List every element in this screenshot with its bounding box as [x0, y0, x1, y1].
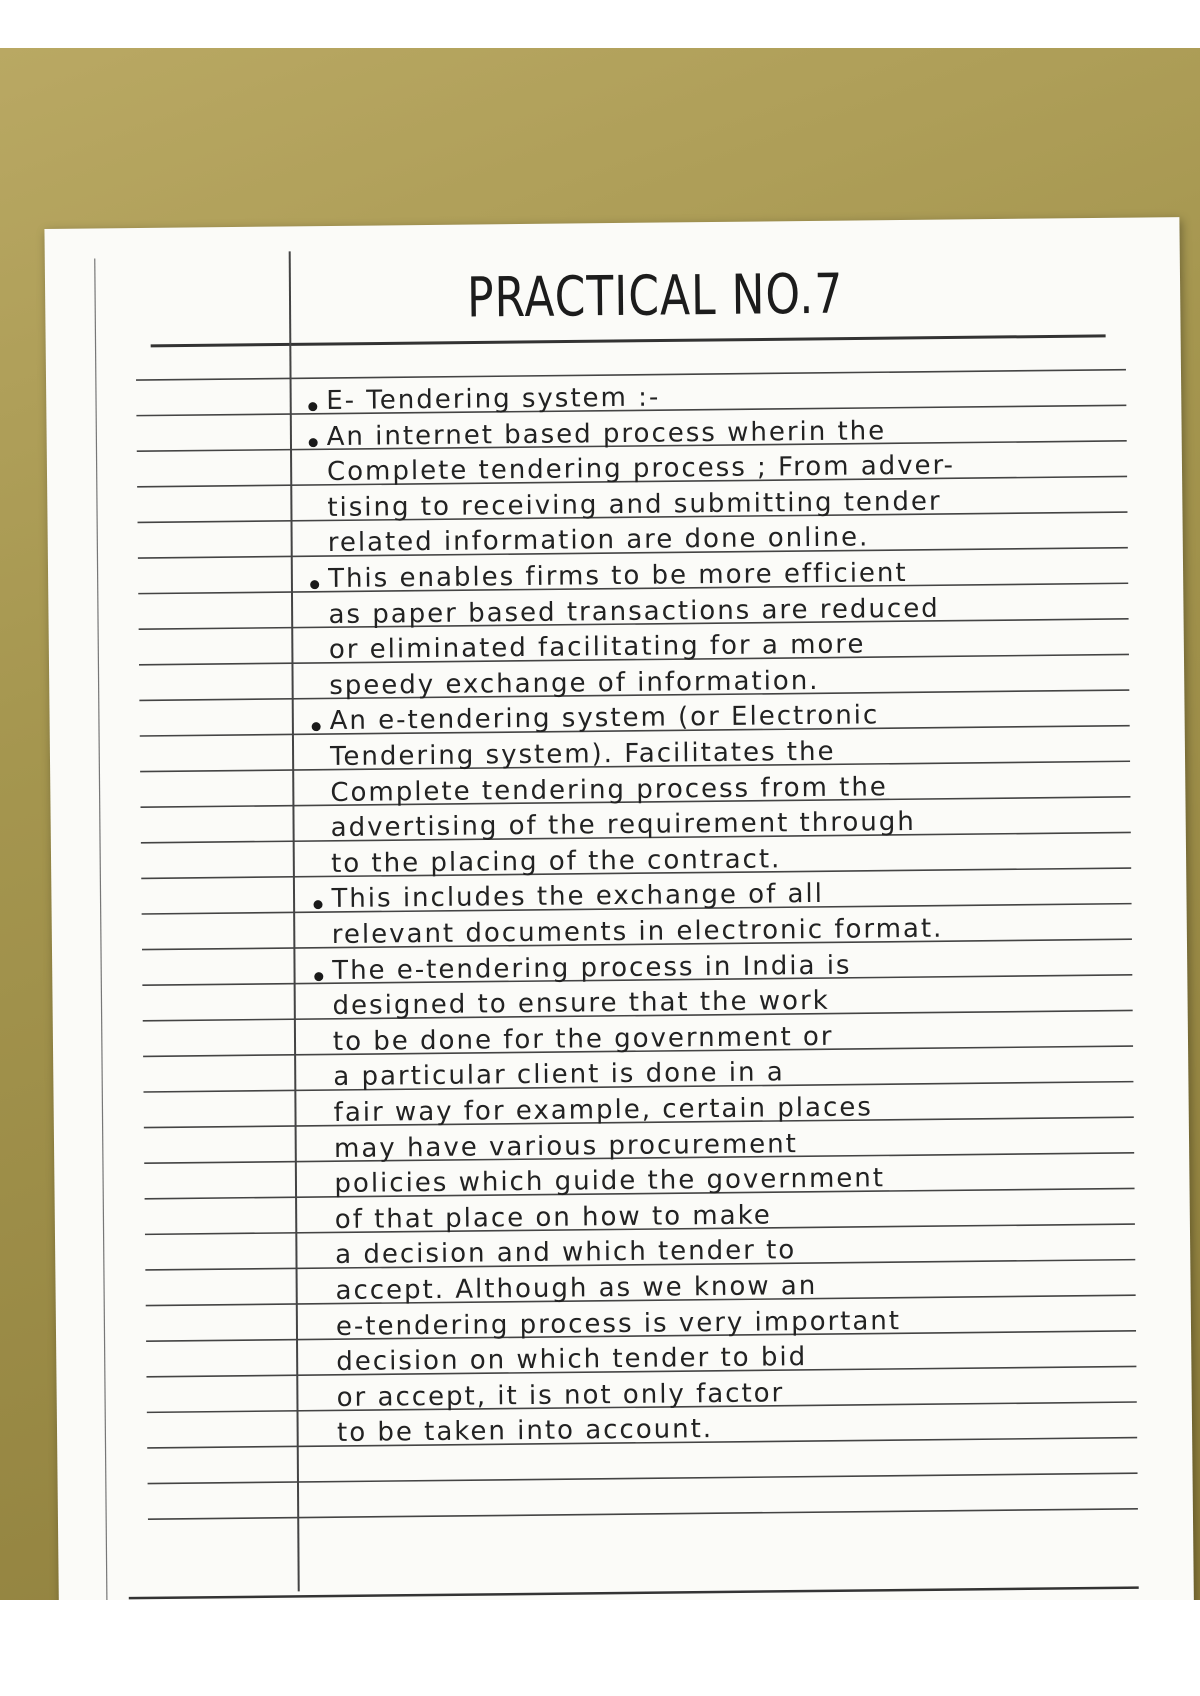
note-line: designed to ensure that the work	[332, 985, 830, 1022]
bullet-point	[310, 580, 319, 589]
note-line: Tendering system). Facilitates the	[329, 736, 836, 773]
notebook-page	[44, 217, 1194, 1648]
ruled-line	[148, 1509, 1138, 1519]
note-line: a decision and which tender to	[335, 1235, 797, 1271]
note-line: advertising of the requirement through	[330, 807, 916, 844]
note-line: may have various procurement	[333, 1128, 799, 1164]
page-title: PRACTICAL NO.7	[466, 262, 844, 331]
note-line: related information are done online.	[327, 522, 870, 559]
note-line: to be done for the government or	[332, 1021, 834, 1057]
note-line: of that place on how to make	[334, 1200, 772, 1235]
bottom-margin	[0, 1600, 1200, 1648]
note-line: An e-tendering system (or Electronic	[329, 700, 880, 737]
note-line: This includes the exchange of all	[331, 879, 825, 915]
ruled-line	[148, 1473, 1138, 1483]
note-line: The e-tendering process in India is	[332, 950, 852, 986]
bullet-point	[314, 972, 323, 981]
footer-rule	[129, 1588, 1139, 1599]
note-line: This enables firms to be more efficient	[327, 557, 908, 595]
note-line: policies which guide the government	[334, 1163, 886, 1200]
note-line: decision on which tender to bid	[336, 1342, 808, 1378]
note-line: E- Tendering system :-	[326, 382, 661, 417]
note-line: An internet based process wherin the	[326, 415, 887, 452]
header-rule	[151, 336, 1106, 346]
left-edge-line	[93, 258, 110, 1648]
note-line: or eliminated facilitating for a more	[328, 629, 866, 666]
note-line: relevant documents in electronic format.	[331, 913, 944, 951]
note-line: tising to receiving and submitting tender	[327, 486, 942, 523]
note-line: fair way for example, certain places	[333, 1092, 873, 1129]
bullet-point	[308, 402, 317, 411]
note-line: Complete tendering process from the	[330, 771, 888, 808]
note-line: speedy exchange of information.	[329, 665, 820, 701]
note-line: or accept, it is not only factor	[336, 1378, 785, 1413]
note-line: as paper based transactions are reduced	[328, 593, 940, 630]
photo-background	[0, 48, 1200, 1648]
bullet-point	[309, 438, 318, 447]
margin-line	[285, 251, 304, 1591]
note-line: to be taken into account.	[336, 1414, 714, 1449]
note-line: e-tendering process is very important	[335, 1305, 902, 1342]
note-line: to the placing of the contract.	[330, 844, 782, 879]
note-line: accept. Although as we know an	[335, 1270, 818, 1306]
note-line: Complete tendering process ; From adver-	[326, 450, 956, 488]
note-line: a particular client is done in a	[333, 1057, 785, 1093]
